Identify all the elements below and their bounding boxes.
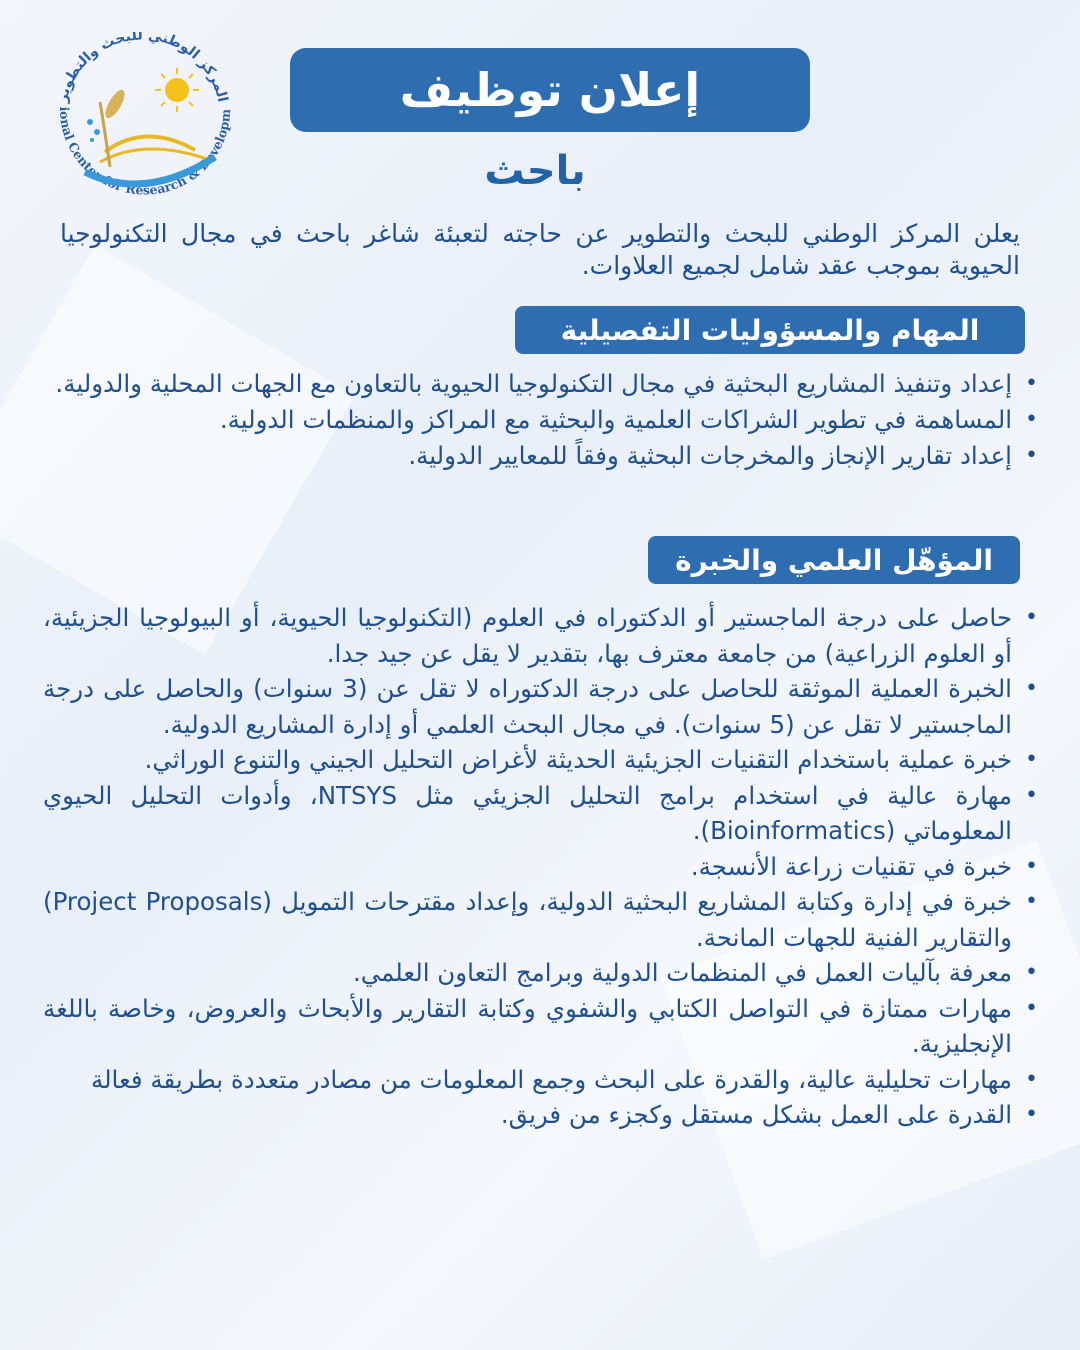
bullet-icon: • (1025, 407, 1038, 432)
list-item (43, 1062, 1038, 1098)
list-item (43, 991, 1038, 1062)
bullet-icon: • (1025, 443, 1038, 468)
intro-paragraph: يعلن المركز الوطني للبحث والتطوير عن حاجته لتعبئة شاغر باحث في مجال التكنولوجيا الحيوية بموجب عقد شامل لجميع العلاوات. (60, 219, 1020, 280)
list-item (43, 600, 1038, 671)
svg-text:المركز الوطني للبحث والتطوير: المركز الوطني للبحث والتطوير (54, 32, 231, 104)
bullet-icon: • (1025, 960, 1038, 985)
item-text: حاصل على درجة الماجستير أو الدكتوراه في العلوم (التكنولوجيا الحيوية، أو البيولوجيا الجزيئية، أو العلوم الزراعية) من جامعة معترف بها، بتقدير لا يقل عن جيد جدا. (43, 603, 1012, 668)
bullet-icon: • (1025, 1066, 1038, 1092)
item-text: مهارات ممتازة في التواصل الكتابي والشفوي وكتابة التقارير والأبحاث والعروض، وخاصة باللغة الإنجليزية. (43, 993, 1012, 1058)
item-text: القدرة على العمل بشكل مستقل وكجزء من فريق. (500, 1100, 1012, 1129)
item-text: الخبرة العملية الموثقة للحاصل على درجة الدكتوراه لا تقل عن (3 سنوات) والحاصل على درجة الماجستير لا تقل عن (5 سنوات). في مجال البحث العلمي أو إدارة المشاريع الدولية. (43, 674, 1012, 739)
responsibilities-list (43, 366, 1038, 474)
bullet-icon: • (1025, 995, 1038, 1021)
page-title: إعلان توظيف (290, 48, 810, 132)
bullet-icon: • (1025, 747, 1038, 772)
list-item (43, 402, 1038, 438)
item-text: خبرة في تقنيات زراعة الأنسجة. (690, 851, 1012, 881)
bullet-icon: • (1025, 782, 1038, 808)
item-text: معرفة بآليات العمل في المنظمات الدولية وبرامج التعاون العلمي. (352, 958, 1012, 987)
section-heading-qualifications: المؤهّل العلمي والخبرة (648, 536, 1020, 584)
qualifications-list (43, 600, 1038, 1133)
bullet-icon: • (1025, 889, 1038, 914)
item-text: مهارة عالية في استخدام برامج التحليل الجزيئي مثل NTSYS، وأدوات التحليل الحيوي المعلوماتي (Bioinformatics). (43, 780, 1012, 845)
item-text: مهارات تحليلية عالية، والقدرة على البحث وجمع المعلومات من مصادر متعددة بطريقة فعالة (90, 1064, 1012, 1094)
list-item (43, 1097, 1038, 1133)
bullet-icon: • (1025, 371, 1038, 396)
item-text: إعداد وتنفيذ المشاريع البحثية في مجال التكنولوجيا الحيوية بالتعاون مع الجهات المحلية والدولية. (55, 369, 1012, 398)
bullet-icon: • (1025, 605, 1038, 630)
bullet-icon: • (1025, 676, 1038, 701)
item-text: المساهمة في تطوير الشراكات العلمية والبحثية مع المراكز والمنظمات الدولية. (219, 405, 1012, 434)
item-text: خبرة عملية باستخدام التقنيات الجزيئية الحديثة لأغراض التحليل الجيني والتنوع الوراثي. (144, 745, 1012, 774)
list-item (43, 778, 1038, 849)
list-item (43, 849, 1038, 885)
section-heading-responsibilities: المهام والمسؤوليات التفصيلية (515, 306, 1025, 354)
list-item (43, 366, 1038, 402)
position-title (0, 148, 1080, 194)
list-item (43, 955, 1038, 991)
position-label: باحث (484, 148, 586, 194)
bullet-icon: • (1025, 1102, 1038, 1127)
list-item (43, 742, 1038, 778)
list-item (43, 884, 1038, 955)
list-item (43, 438, 1038, 474)
item-text: خبرة في إدارة وكتابة المشاريع البحثية الدولية، وإعداد مقترحات التمويل (Project Proposals) والتقارير الفنية للجهات المانحة. (43, 887, 1013, 952)
svg-text:National Center for Research &: ional Center for Research & Developm (56, 106, 234, 198)
list-item (43, 671, 1038, 742)
bullet-icon: • (1025, 853, 1038, 879)
item-text: إعداد تقارير الإنجاز والمخرجات البحثية وفقاً للمعايير الدولية. (408, 441, 1012, 470)
